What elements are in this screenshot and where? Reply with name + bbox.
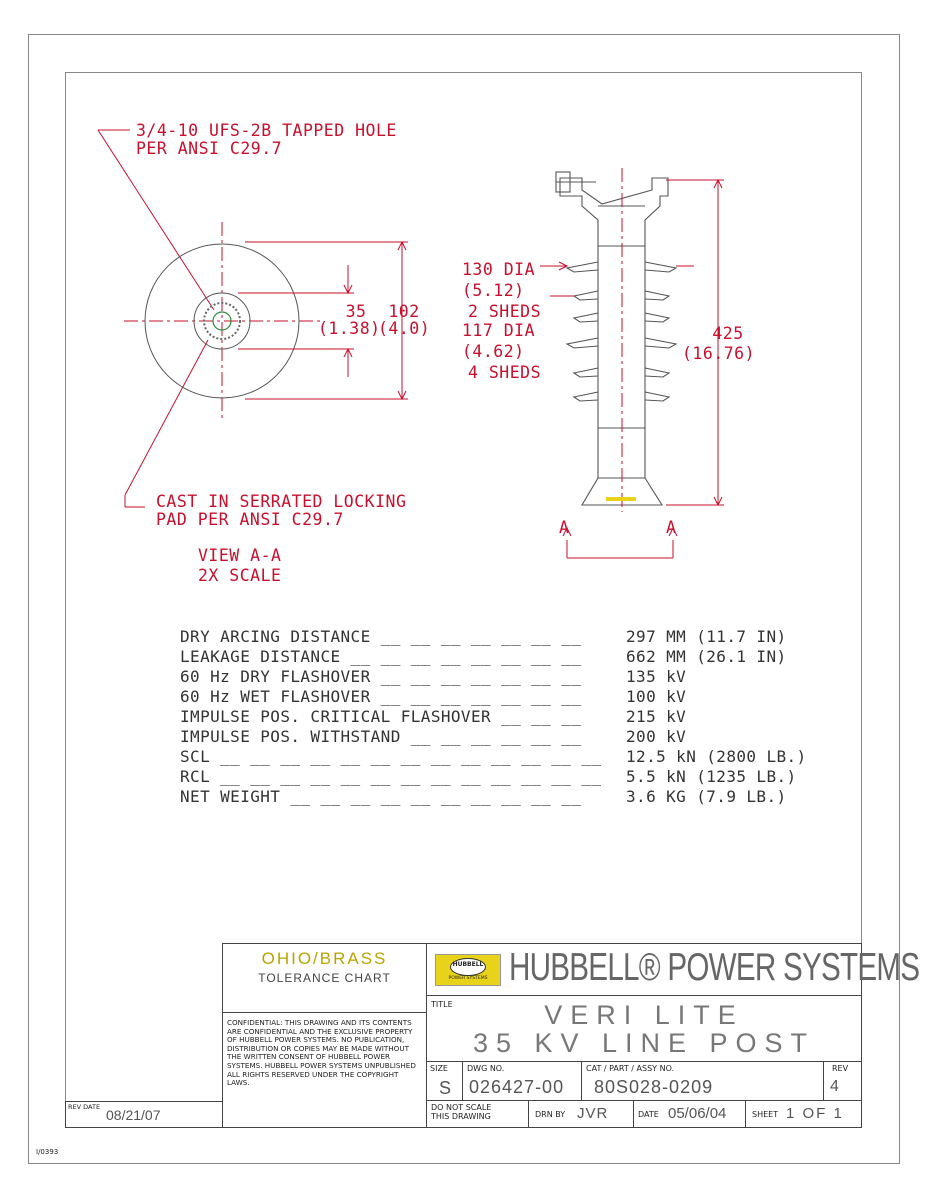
hubbell-logo — [435, 954, 501, 986]
spec-value: 297 MM (11.7 IN) — [626, 627, 787, 646]
date-label: DATE — [638, 1110, 659, 1119]
locking-pad-marker — [606, 497, 636, 501]
spec-value: 135 kV — [626, 667, 687, 686]
date-value: 05/06/04 — [668, 1105, 727, 1122]
company-name: HUBBELL® POWER SYSTEMS — [509, 946, 920, 989]
company-header — [426, 943, 920, 996]
height-mm: 425 — [712, 324, 744, 343]
spec-value: 662 MM (26.1 IN) — [626, 647, 787, 666]
large-shed-dia: 130 DIA — [462, 260, 536, 279]
spec-name: 60 Hz WET FLASHOVER __ __ __ __ __ __ __ — [180, 687, 582, 706]
insulator-side-view — [556, 172, 676, 505]
title-line-2: 35 KV LINE POST — [472, 1028, 816, 1058]
end-view — [98, 130, 320, 507]
tolerance-chart-box — [222, 943, 427, 1013]
rev-date-value: 08/21/07 — [106, 1107, 161, 1123]
spec-value: 215 kV — [626, 707, 687, 726]
side-view-dimensions — [540, 180, 724, 558]
title-line-1: VERI LITE — [544, 1000, 744, 1030]
spec-name: 60 Hz DRY FLASHOVER __ __ __ __ __ __ __ — [180, 667, 582, 686]
size-value: S — [439, 1078, 452, 1098]
view-label-line1: VIEW A-A — [198, 546, 282, 565]
spec-name: RCL __ __ __ __ __ __ __ __ __ __ __ __ __ — [180, 767, 602, 786]
title-box — [426, 995, 862, 1062]
locking-pad-note — [156, 493, 406, 529]
small-shed-dimensions — [462, 320, 541, 383]
do-not-scale-box — [426, 1100, 529, 1128]
spec-value: 3.6 KG (7.9 LB.) — [626, 787, 787, 806]
size-label: SIZE — [430, 1064, 448, 1073]
date-box — [633, 1100, 746, 1128]
view-label — [198, 546, 281, 586]
height-inches: (16.76) — [682, 344, 756, 363]
spec-row — [180, 727, 820, 747]
tapped-hole-note-line2: PER ANSI C29.7 — [136, 139, 283, 158]
hubbell-logo-subtext: POWER SYSTEMS — [448, 976, 488, 981]
spec-value: 200 kV — [626, 727, 687, 746]
small-shed-dia-in: (4.62) — [462, 342, 525, 361]
cat-no-label: CAT / PART / ASSY NO. — [586, 1064, 675, 1073]
tapped-hole-note — [136, 122, 397, 158]
spec-row — [180, 667, 820, 687]
corner-id: I/0393 — [36, 1148, 59, 1156]
spec-value: 100 kV — [626, 687, 687, 706]
drawn-by-value: JVR — [577, 1105, 609, 1122]
dwg-no-box — [462, 1061, 582, 1101]
rev-date-box — [65, 1101, 223, 1128]
size-box — [426, 1061, 463, 1101]
spec-value: 5.5 kN (1235 LB.) — [626, 767, 797, 786]
spec-row — [180, 747, 820, 767]
confidential-notice: CONFIDENTIAL: THIS DRAWING AND ITS CONTENTS ARE CONFIDENTIAL AND THE EXCLUSIVE PROPERTY OF HUBBELL POWER SYSTEMS. NO PUBLICATION, DISTRIBUTION OR COPIES MAY BE MADE WITHOUT THE WRITTEN CONSENT OF HUBBELL POWER SYSTEMS. HUBBELL POWER SYSTEMS UNPUBLISHED ALL RIGHTS RESERVED UNDER THE COPYRIGHT LAWS. — [227, 1018, 416, 1088]
cat-no-value: 80S028-0209 — [594, 1077, 714, 1097]
confidential-box — [222, 1012, 427, 1128]
tolerance-chart-label: TOLERANCE CHART — [258, 971, 391, 985]
spec-row — [180, 647, 820, 667]
cat-no-box — [581, 1061, 824, 1101]
large-shed-count: 2 SHEDS — [468, 302, 542, 321]
inner-dia-mm: 35 — [345, 302, 367, 321]
drawn-by-box — [528, 1100, 634, 1128]
small-shed-dia: 117 DIA — [462, 321, 536, 340]
inner-dia-inches: (1.38) — [318, 319, 381, 338]
outer-dia-inches: (4.0) — [378, 319, 431, 338]
spec-value: 12.5 kN (2800 LB.) — [626, 747, 807, 766]
sheet-value: 1 OF 1 — [786, 1105, 844, 1122]
ohio-brass-logo: OHIO/BRASS — [261, 949, 388, 968]
spec-row — [180, 707, 820, 727]
spec-row — [180, 627, 820, 647]
rev-value: 4 — [830, 1078, 839, 1095]
section-mark-right: A — [666, 518, 677, 537]
title-label: TITLE — [431, 1000, 453, 1009]
hubbell-logo-text: HUBBELL — [452, 961, 484, 968]
small-shed-count: 4 SHEDS — [468, 363, 542, 382]
spec-row — [180, 767, 820, 787]
do-not-scale-note: DO NOT SCALE THIS DRAWING — [431, 1103, 492, 1121]
sheet-label: SHEET — [752, 1110, 779, 1119]
shed-dimensions — [462, 259, 541, 322]
tapped-hole-note-line1: 3/4-10 UFS-2B TAPPED HOLE — [136, 121, 397, 140]
rev-box — [823, 1061, 862, 1101]
outer-dia-mm: 102 — [388, 302, 420, 321]
spec-name: IMPULSE POS. WITHSTAND __ __ __ __ __ __ — [180, 727, 582, 746]
locking-pad-note-line1: CAST IN SERRATED LOCKING — [156, 492, 407, 511]
dwg-no-value: 026427-00 — [469, 1077, 565, 1097]
large-shed-dia-in: (5.12) — [462, 281, 525, 300]
rev-date-label: REV DATE — [68, 1103, 101, 1111]
locking-pad-note-line2: PAD PER ANSI C29.7 — [156, 510, 344, 529]
section-mark-left: A — [559, 518, 570, 537]
view-label-line2: 2X SCALE — [198, 566, 282, 585]
drawn-by-label: DRN BY — [535, 1110, 566, 1119]
spec-row — [180, 787, 820, 807]
spec-row — [180, 687, 820, 707]
spec-name: SCL __ __ __ __ __ __ __ __ __ __ __ __ __ — [180, 747, 602, 766]
spec-name: LEAKAGE DISTANCE __ __ __ __ __ __ __ __ — [180, 647, 582, 666]
rev-label: REV — [832, 1064, 849, 1073]
spec-name: IMPULSE POS. CRITICAL FLASHOVER __ __ __ — [180, 707, 582, 726]
spec-name: NET WEIGHT __ __ __ __ __ __ __ __ __ __ — [180, 787, 582, 806]
dwg-no-label: DWG NO. — [467, 1064, 505, 1073]
sheet-box — [745, 1100, 862, 1128]
spec-name: DRY ARCING DISTANCE __ __ __ __ __ __ __ — [180, 627, 582, 646]
